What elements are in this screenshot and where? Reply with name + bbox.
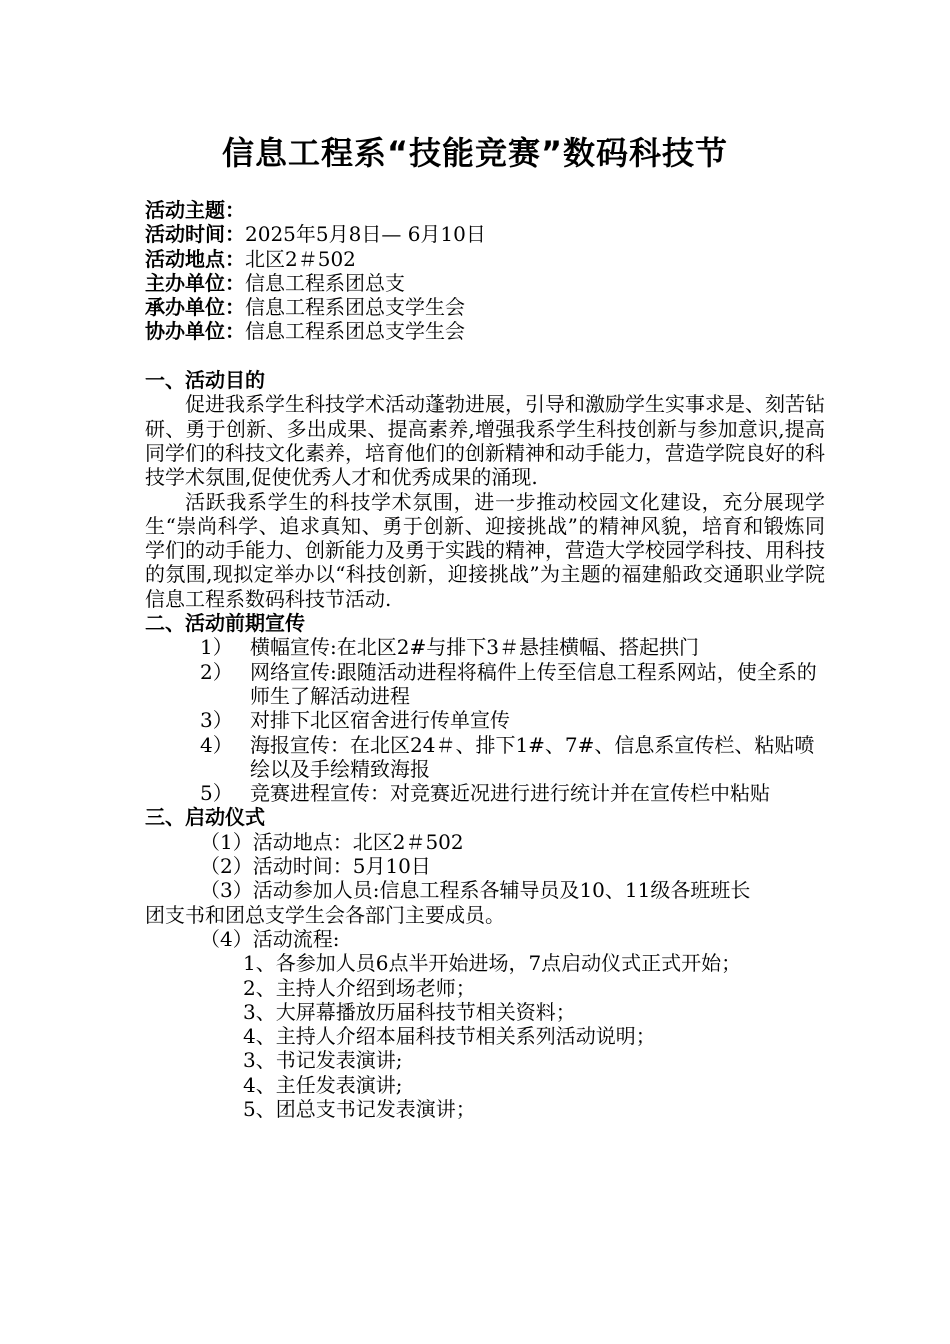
flow-step: 1、各参加人员6点半开始进场，7点启动仪式正式开始； xyxy=(243,951,742,976)
info-coorganizer: 协办单位：信息工程系团总支学生会 xyxy=(145,319,465,344)
info-theme: 活动主题： xyxy=(145,198,245,222)
section-heading: 一、活动目的 xyxy=(145,368,265,393)
section-heading: 二、活动前期宣传 xyxy=(145,611,305,636)
list-item: 1） 横幅宣传:在北区2#与排下3＃悬挂横幅、搭起拱门 xyxy=(200,635,699,660)
section-heading: 三、启动仪式 xyxy=(145,805,265,830)
flow-step: 2、主持人介绍到场老师； xyxy=(243,975,476,1000)
ceremony-time: （2）活动时间：5月10日 xyxy=(200,854,431,879)
paragraph: 活跃我系学生的科技学术氛围，进一步推动校园文化建设，充分展现学生“崇尚科学、追求真知、勇于创新、迎接挑战”的精神风貌，培育和锻炼同学们的动手能力、创新能力及勇于实践的精神，营造大学校园学科技、用科技的氛围,现拟定举办以“科技创新，迎接挑战”为主题的福建船政交通职业学院信息工程系数码科技节活动. xyxy=(145,489,825,611)
info-time: 活动时间：2025年5月8日— 6月10日 xyxy=(145,222,486,247)
section-publicity xyxy=(145,611,825,805)
flow-step: 5、团总支书记发表演讲； xyxy=(243,1096,476,1121)
info-organizer: 承办单位：信息工程系团总支学生会 xyxy=(145,295,465,320)
list-item: 4） 海报宣传：在北区24＃、排下1#、7#、信息系宣传栏、粘贴喷绘以及手绘精致海报 xyxy=(200,732,815,781)
flow-step: 3、大屏幕播放历届科技节相关资料； xyxy=(243,999,576,1024)
info-block xyxy=(145,198,825,344)
list-item: 3） 对排下北区宿舍进行传单宣传 xyxy=(200,708,510,733)
ceremony-participants-cont: 团支书和团总支学生会各部门主要成员。 xyxy=(145,902,505,927)
list-item: 2） 网络宣传:跟随活动进程将稿件上传至信息工程系网站，使全系的师生了解活动进程 xyxy=(200,659,817,708)
info-location: 活动地点：北区2＃502 xyxy=(145,246,356,271)
ceremony-flow-label: （4）活动流程: xyxy=(200,926,340,951)
flow-step: 4、主持人介绍本届科技节相关系列活动说明； xyxy=(243,1024,656,1049)
flow-step: 3、书记发表演讲; xyxy=(243,1048,403,1073)
ceremony-location: （1）活动地点：北区2＃502 xyxy=(200,829,464,854)
document-body xyxy=(145,198,825,1121)
section-purpose xyxy=(145,368,825,611)
ceremony-participants: （3）活动参加人员:信息工程系各辅导员及10、11级各班班长 xyxy=(200,878,751,903)
info-host: 主办单位：信息工程系团总支 xyxy=(145,270,405,295)
flow-step: 4、主任发表演讲; xyxy=(243,1072,403,1097)
list-item: 5） 竞赛进程宣传：对竞赛近况进行进行统计并在宣传栏中粘贴 xyxy=(200,781,770,806)
paragraph: 促进我系学生科技学术活动蓬勃进展，引导和激励学生实事求是、刻苦钻研、勇于创新、多出成果、提高素养,增强我系学生科技创新与参加意识,提高同学们的科技文化素养，培育他们的创新精神和动手能力，营造学院良好的科技学术氛围,促使优秀人才和优秀成果的涌现. xyxy=(145,392,825,490)
document-title: 信息工程系“技能竞赛”数码科技节 xyxy=(221,134,729,172)
section-ceremony xyxy=(145,805,825,1121)
